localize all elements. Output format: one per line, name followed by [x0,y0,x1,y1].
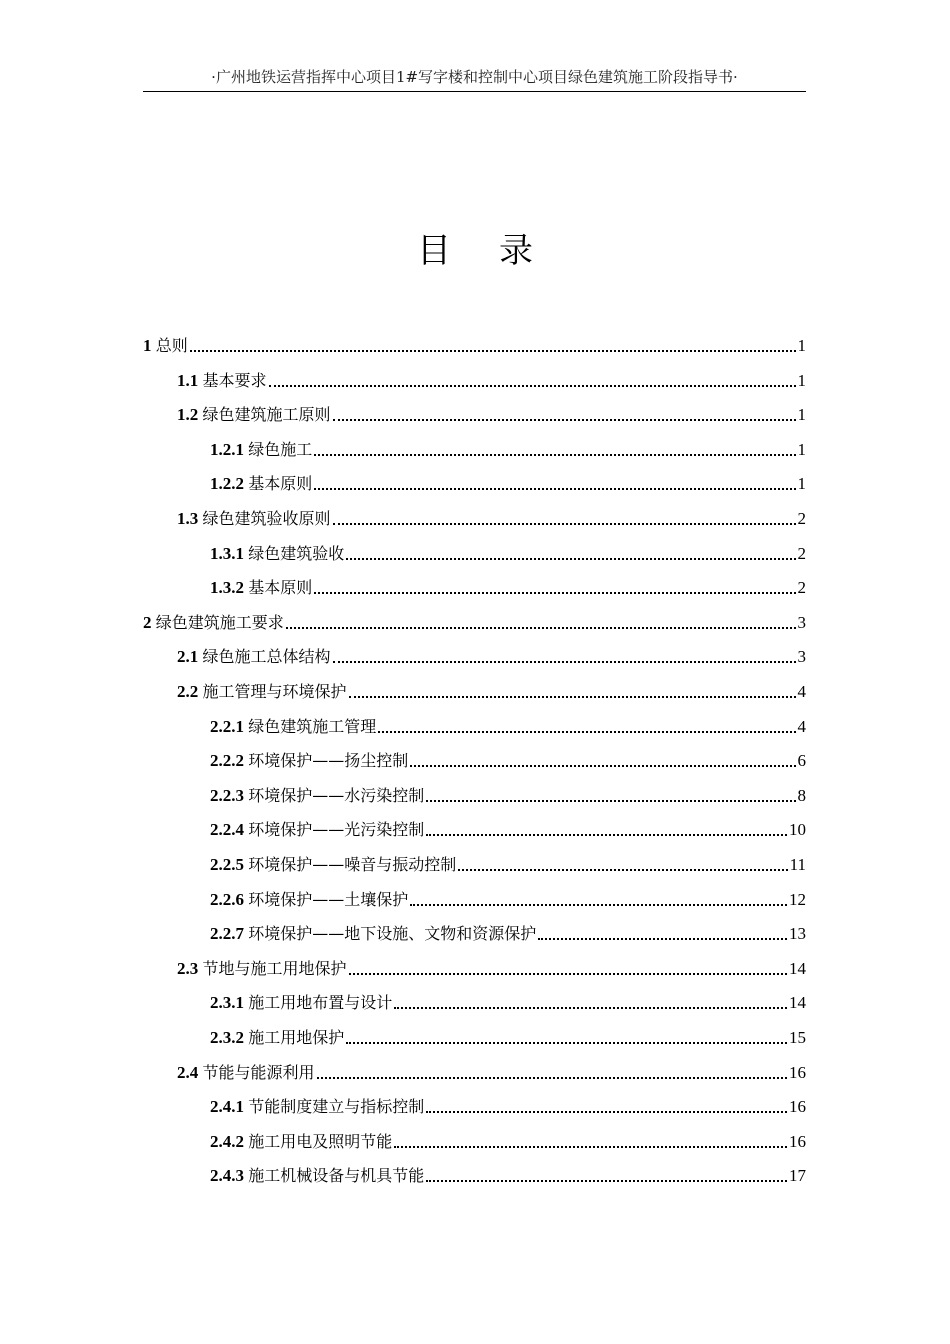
toc-entry-number: 2.4.3 [210,1166,249,1185]
toc-entry-number: 2.2 [177,682,203,701]
toc-entry-title: 施工用地保护 [248,1028,345,1047]
toc-entry[interactable] [177,504,806,530]
toc-entry[interactable] [210,1161,806,1187]
toc-entry-number: 2.2.3 [210,786,249,805]
toc-entry[interactable] [177,677,806,703]
toc-entry-label [210,577,312,599]
toc-entry-page: 8 [797,786,806,805]
toc-entry-number: 2.2.6 [210,890,249,909]
toc-entry-page: 2 [797,509,806,528]
running-header: ·广州地铁运营指挥中心项目1#写字楼和控制中心项目绿色建筑施工阶段指导书· [143,66,806,92]
toc-entry-number: 2.2.1 [210,717,249,736]
toc-leader-dots [394,1146,787,1148]
toc-entry-title: 施工管理与环境保护 [202,682,347,701]
toc-leader-dots [314,454,795,456]
toc-entry-title: 绿色施工 [248,440,313,459]
toc-entry[interactable] [210,919,806,945]
toc-entry-label [210,1131,392,1153]
toc-entry-number: 2.2.5 [210,855,249,874]
toc-entry-label [210,439,312,461]
toc-entry-title: 环境保护——光污染控制 [248,820,425,839]
toc-entry-title: 绿色建筑验收 [248,544,345,563]
toc-entry[interactable] [210,469,806,495]
toc-entry-title: 节能与能源利用 [202,1063,315,1082]
toc-entry-title: 环境保护——噪音与振动控制 [248,855,457,874]
toc-entry-label [210,716,376,738]
toc-entry-label [210,923,536,945]
toc-entry-label [177,681,347,703]
toc-entry-label [177,370,267,392]
toc-leader-dots [349,973,787,975]
toc-entry-number: 2.2.4 [210,820,249,839]
toc-entry-page: 10 [789,820,806,839]
toc-leader-dots [538,938,787,940]
toc-entry-page: 1 [797,440,806,459]
toc-entry-number: 2.1 [177,647,203,666]
toc-entry-number: 2.3.1 [210,993,249,1012]
toc-entry-page: 1 [797,371,806,390]
toc-entry-number: 2.4 [177,1063,203,1082]
toc-leader-dots [426,834,787,836]
toc-entry-page: 2 [797,544,806,563]
toc-entry-page: 1 [797,405,806,424]
toc-leader-dots [269,385,796,387]
toc-leader-dots [410,904,787,906]
toc-leader-dots [317,1077,787,1079]
toc-entry-label [210,1096,424,1118]
toc-entry[interactable] [210,746,806,772]
toc-entry[interactable] [210,1127,806,1153]
toc-entry-title: 总则 [155,336,188,355]
toc-entry-page: 16 [789,1132,806,1151]
toc-entry[interactable] [177,400,806,426]
toc-entry-title: 施工用电及照明节能 [248,1132,393,1151]
toc-entry-title: 绿色建筑验收原则 [202,509,331,528]
toc-leader-dots [458,869,787,871]
toc-leader-dots [426,800,795,802]
toc-entry-label [143,335,188,357]
toc-entry-label [210,854,456,876]
toc-entry[interactable] [210,573,806,599]
toc-entry-number: 1.1 [177,371,203,390]
toc-leader-dots [314,488,795,490]
toc-entry[interactable] [177,954,806,980]
toc-leader-dots [346,558,795,560]
toc-entry[interactable] [177,642,806,668]
toc-entry-label [177,508,331,530]
toc-entry-page: 3 [797,613,806,632]
toc-entry-label [143,612,284,634]
toc-leader-dots [314,592,795,594]
toc-entry-label [177,646,331,668]
toc-leader-dots [286,627,796,629]
toc-entry-label [210,819,424,841]
toc-entry-number: 2.2.7 [210,924,249,943]
toc-entry-page: 15 [789,1028,806,1047]
toc-entry-label [210,1027,344,1049]
toc-entry-title: 绿色建筑施工管理 [248,717,377,736]
toc-entry[interactable] [210,850,806,876]
toc-entry-page: 16 [789,1097,806,1116]
toc-leader-dots [333,523,796,525]
toc-entry-title: 绿色建筑施工原则 [202,405,331,424]
toc-entry-page: 17 [789,1166,806,1185]
toc-title: 目录 [417,231,581,271]
toc-entry[interactable] [210,539,806,565]
toc-leader-dots [410,765,795,767]
toc-entry-title: 基本原则 [248,474,313,493]
toc-entry[interactable] [210,781,806,807]
toc-entry-number: 2.4.2 [210,1132,249,1151]
toc-entry[interactable] [210,1092,806,1118]
toc-entry-label [177,1062,315,1084]
toc-entry-label [210,473,312,495]
toc-leader-dots [426,1111,787,1113]
toc-entry-title: 环境保护——土壤保护 [248,890,409,909]
toc-entry-title: 施工用地布置与设计 [248,993,393,1012]
toc-entry-title: 施工机械设备与机具节能 [248,1166,425,1185]
toc-entry-title: 绿色施工总体结构 [202,647,331,666]
toc-entry-number: 2.2.2 [210,751,249,770]
toc-entry-page: 11 [789,855,806,874]
toc-entry-page: 1 [797,474,806,493]
toc-entry-number: 1.3.1 [210,544,249,563]
toc-entry-page: 12 [789,890,806,909]
toc-entry-number: 2.3 [177,959,203,978]
toc-leader-dots [346,1042,787,1044]
toc-entry-number: 2.3.2 [210,1028,249,1047]
toc-entry-label [210,1165,424,1187]
toc-entry-label [210,543,344,565]
toc-leader-dots [349,696,796,698]
toc-entry[interactable] [210,435,806,461]
toc-leader-dots [333,419,796,421]
toc-leader-dots [378,731,795,733]
toc-entry-number: 1.2.2 [210,474,249,493]
toc-entry-label [210,992,392,1014]
toc-entry[interactable] [177,1058,806,1084]
toc-entry-title: 基本原则 [248,578,313,597]
toc-entry-page: 6 [797,751,806,770]
toc-entry[interactable] [143,331,806,357]
toc-entry-number: 1 [143,336,156,355]
toc-entry-number: 1.2.1 [210,440,249,459]
toc-entry-number: 1.3.2 [210,578,249,597]
toc-entry[interactable] [210,815,806,841]
toc-entry-number: 2.4.1 [210,1097,249,1116]
toc-entry[interactable] [210,1023,806,1049]
toc-entry-page: 16 [789,1063,806,1082]
toc-entry-page: 1 [797,336,806,355]
toc-entry-title: 环境保护——扬尘控制 [248,751,409,770]
toc-entry[interactable] [210,885,806,911]
toc-entry[interactable] [177,366,806,392]
toc-entry-title: 节地与施工用地保护 [202,959,347,978]
toc-entry-page: 14 [789,959,806,978]
toc-entry-label [210,785,424,807]
toc-leader-dots [190,350,796,352]
toc-entry-number: 1.2 [177,405,203,424]
toc-entry-label [210,889,408,911]
toc-leader-dots [426,1180,787,1182]
toc-leader-dots [333,661,796,663]
toc-entry-page: 3 [797,647,806,666]
toc-entry-title: 环境保护——地下设施、文物和资源保护 [248,924,537,943]
toc-entry-page: 13 [789,924,806,943]
toc-entry-title: 绿色建筑施工要求 [155,613,284,632]
toc-entry-page: 4 [797,717,806,736]
toc-entry-label [177,958,347,980]
toc-entry-page: 4 [797,682,806,701]
toc-entry-title: 节能制度建立与指标控制 [248,1097,425,1116]
toc-entry-page: 14 [789,993,806,1012]
toc-entry-page: 2 [797,578,806,597]
toc-entry-label [177,404,331,426]
toc-entry-number: 2 [143,613,156,632]
toc-entry-number: 1.3 [177,509,203,528]
toc-entry-title: 环境保护——水污染控制 [248,786,425,805]
toc-leader-dots [394,1007,787,1009]
toc-entry[interactable] [210,712,806,738]
toc-entry-label [210,750,408,772]
toc-entry[interactable] [210,988,806,1014]
toc-entry[interactable] [143,608,806,634]
toc-entry-title: 基本要求 [202,371,267,390]
